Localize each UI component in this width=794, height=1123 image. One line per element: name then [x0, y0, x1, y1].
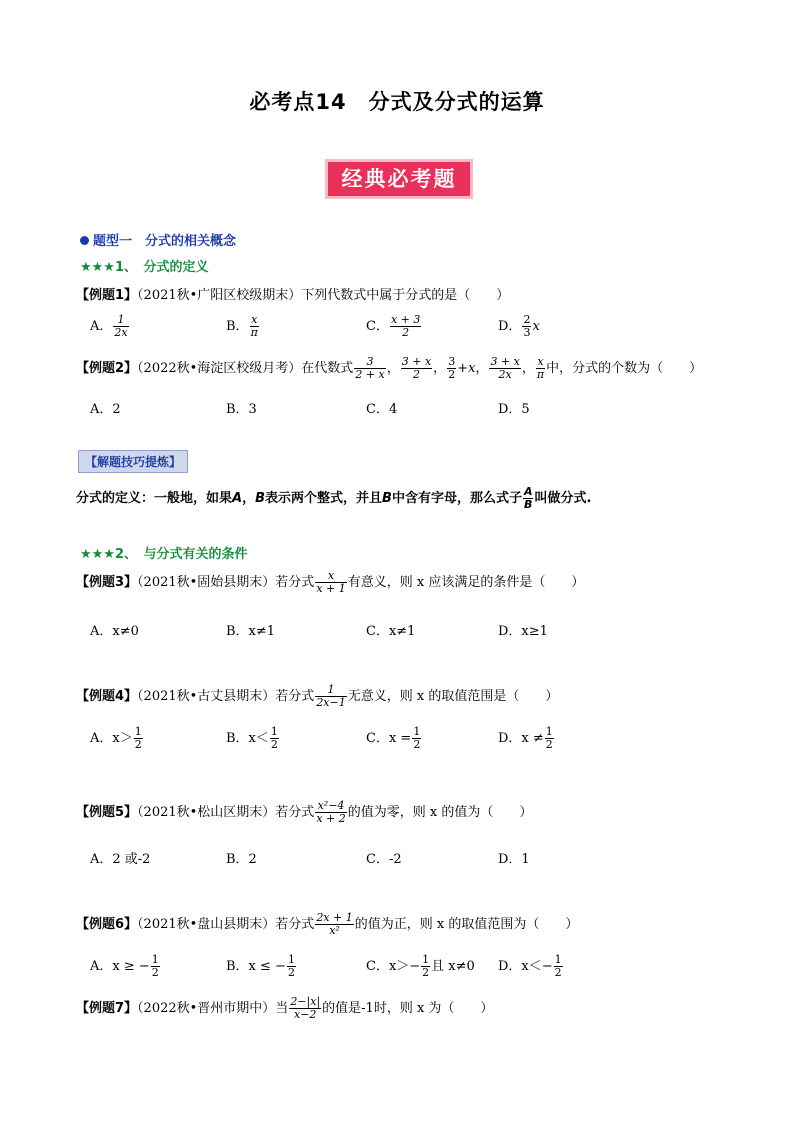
option-a: A．x ≥ − $\frac{1}{2}$ — [90, 953, 159, 979]
option-a: A． $\frac{1}{2x}$ — [90, 313, 128, 339]
tip-label: 【解题技巧提炼】 — [78, 450, 188, 473]
option-b: B． $\frac{x}{\pi}$ — [226, 313, 258, 339]
tip-text: 分式的定义：一般地，如果A，B表示两个整式，并且B中含有字母，那么式子 $\frac{A}{B}$ 叫做分式. — [76, 485, 592, 511]
option-b: B．x＜ $\frac{1}{2}$ — [226, 725, 278, 751]
option-d: D．x≥1 — [498, 624, 548, 639]
option-c: C．x = $\frac{1}{2}$ — [366, 725, 421, 751]
option-b: B．3 — [226, 402, 257, 417]
option-b: B．2 — [226, 852, 257, 867]
option-c: C．-2 — [366, 852, 402, 867]
option-c: C． $\frac{x + 3}{2}$ — [366, 313, 421, 339]
option-c: C．x≠1 — [366, 624, 416, 639]
option-d: D．1 — [498, 852, 530, 867]
option-a: A．x≠0 — [90, 624, 139, 639]
section-heading: 题型一 分式的相关概念 — [80, 230, 236, 249]
page-title: 必考点14 分式及分式的运算 — [249, 90, 545, 114]
question-5: 【例题5】（2021秋•松山区期末）若分式 $\frac{\text{x²−4}}{x + 2}$ 的值为零，则 x 的值为（ ） — [76, 799, 533, 825]
option-c: C．4 — [366, 402, 398, 417]
option-a: A．x＞ $\frac{1}{2}$ — [90, 725, 142, 751]
question-4: 【例题4】（2021秋•古丈县期末）若分式 $\frac{1}{2x-1}$ 无意义，则 x 的取值范围是（ ） — [76, 683, 559, 709]
option-b: B．x ≤ − $\frac{1}{2}$ — [226, 953, 295, 979]
option-d: D．x＜− $\frac{1}{2}$ — [498, 953, 562, 979]
option-d: D． $\frac{2}{3}$ x — [498, 313, 540, 339]
option-d: D．5 — [498, 402, 530, 417]
question-7: 【例题7】（2022秋•晋州市期中）当 $\frac{2-|x|}{x-2}$ 的值是-1时，则 x 为（ ） — [76, 995, 494, 1021]
option-c: C．x＞− $\frac{1}{2}$ 且 x≠0 — [366, 953, 475, 979]
option-d: D．x ≠ $\frac{1}{2}$ — [498, 725, 553, 751]
subsection-heading: ★★★1、 分式的定义 — [80, 260, 209, 275]
option-a: A．2 或-2 — [90, 852, 151, 867]
bullet-icon — [80, 236, 89, 245]
question-3: 【例题3】（2021秋•固始县期末）若分式 $\frac{x}{x + 1}$ 有意义，则 x 应该满足的条件是（ ） — [76, 569, 585, 595]
subsection-heading: ★★★2、 与分式有关的条件 — [80, 547, 248, 562]
question-1: 【例题1】（2021秋•广阳区校级期末）下列代数式中属于分式的是（ ） — [76, 288, 510, 303]
section-banner: 经典必考题 — [328, 162, 470, 196]
option-b: B．x≠1 — [226, 624, 276, 639]
option-a: A．2 — [90, 402, 121, 417]
question-2: 【例题2】（2022秋•海淀区校级月考）在代数式 $\frac{3}{2 + x}$ ， $\frac{3 + x}{2}$ ， $\frac{3}{2}$ +x， $\frac{3 + x}{2x}$ ， $\frac{x}{\pi}$ 中，分式的个数为（ ） — [76, 355, 703, 381]
question-6: 【例题6】（2021秋•盘山县期末）若分式 $\frac{2x + 1}{\text{x²}}$ 的值为正，则 x 的取值范围为（ ） — [76, 911, 579, 937]
